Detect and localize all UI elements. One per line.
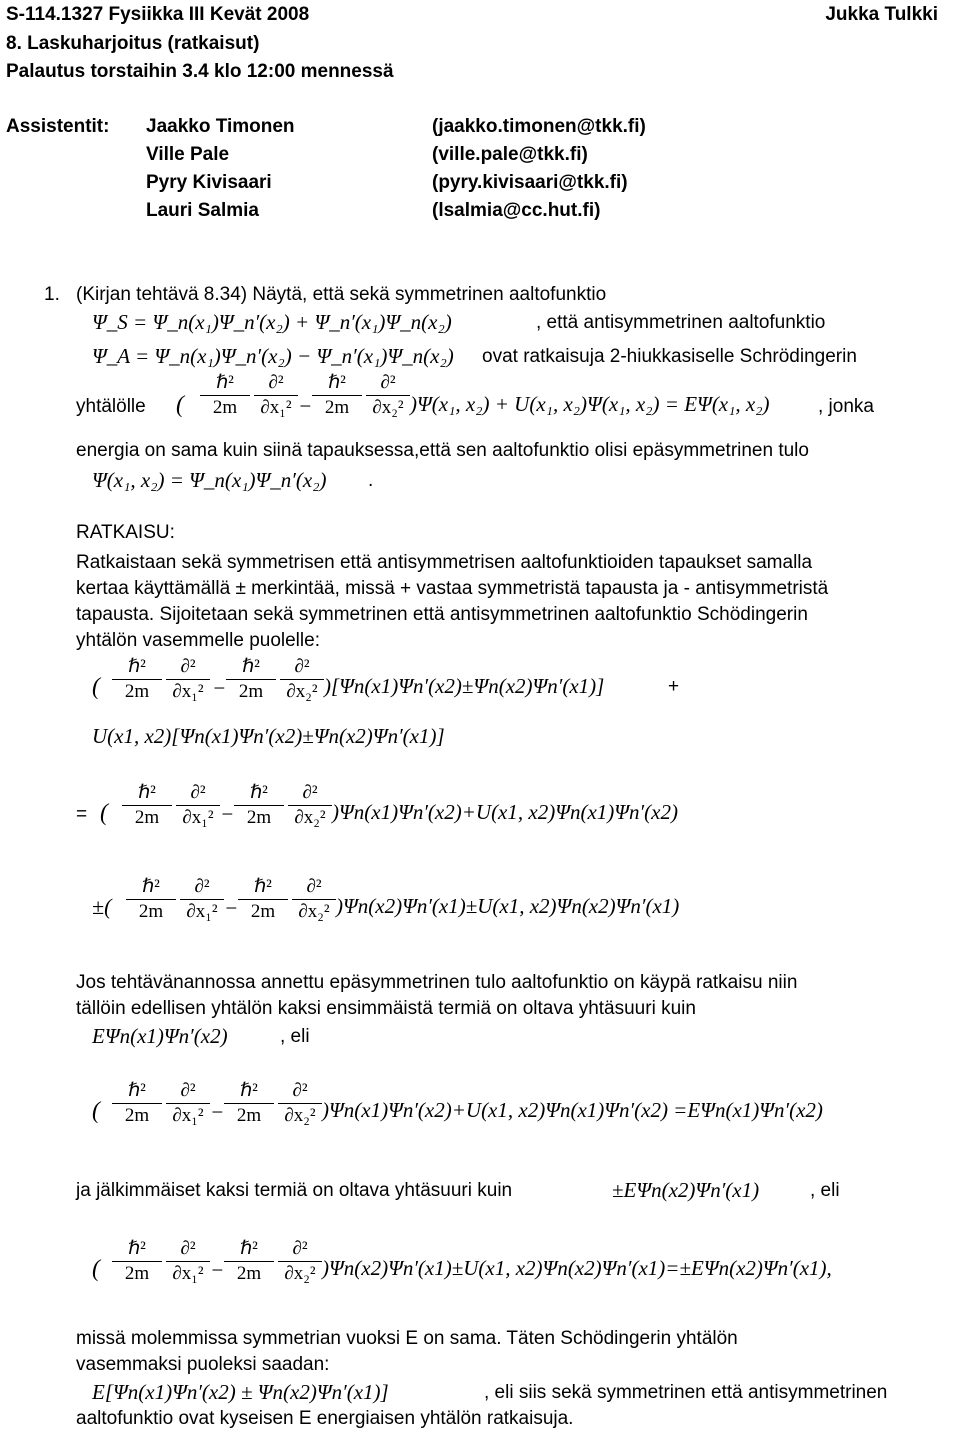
solution-text: , eli (810, 1180, 840, 1201)
equation-6: )Ψn(x1)Ψn′(x2)+U(x1, x2)Ψn(x1)Ψn′(x2) =EΨn(x1)Ψn′(x2) (322, 1098, 823, 1122)
equation-main: )Ψ(x₁, x₂) + U(x₁, x₂)Ψ(x₁, x₂) = EΨ(x₁, x₂) (410, 392, 770, 416)
problem-text: ovat ratkaisuja 2-hiukkasiselle Schrödingerin (482, 346, 857, 367)
equation-9: E[Ψn(x1)Ψn′(x2) ± Ψn(x2)Ψn′(x1)] (92, 1380, 389, 1404)
problem-number: 1. (44, 284, 60, 305)
assistant-email[interactable]: (ville.pale@tkk.fi) (432, 144, 588, 165)
solution-text: missä molemmissa symmetrian vuoksi E on sama. Täten Schödingerin yhtälön (76, 1328, 738, 1349)
fraction-hbar: ℏ² 2m (238, 876, 288, 923)
assistant-name: Pyry Kivisaari (146, 172, 272, 193)
fraction-hbar: ℏ² 2m (224, 1080, 274, 1127)
solution-text: tällöin edellisen yhtälön kaksi ensimmäistä termiä on oltava yhtäsuuri kuin (76, 998, 696, 1019)
solution-text: tapausta. Sijoitetaan sekä symmetrinen että antisymmetrinen aaltofunktio Schödingerin (76, 604, 808, 625)
author: Jukka Tulkki (825, 4, 938, 25)
assistant-name: Lauri Salmia (146, 200, 259, 221)
fraction-hbar: ℏ² 2m (234, 782, 284, 829)
fraction-hbar: ℏ² 2m (312, 372, 362, 419)
solution-text: ja jälkimmäiset kaksi termiä on oltava yhtäsuuri kuin (76, 1180, 513, 1201)
fraction-partial-x1: ∂² ∂x₁² (166, 1238, 210, 1285)
solution-text: Jos tehtävänannossa annettu epäsymmetrinen tulo aaltofunktio on käypä ratkaisu niin (76, 972, 798, 993)
equation-8: )Ψn(x2)Ψn′(x1)±U(x1, x2)Ψn(x2)Ψn′(x1)=±EΨn(x2)Ψn′(x1), (322, 1256, 832, 1280)
equals-sign: = (76, 804, 88, 825)
fraction-partial-x2: ∂² ∂x₂² (292, 876, 336, 923)
fraction-partial-x1: ∂² ∂x₁² (180, 876, 224, 923)
fraction-hbar: ℏ² 2m (112, 1080, 162, 1127)
assistant-name: Ville Pale (146, 144, 230, 165)
fraction-partial-x1: ∂² ∂x₁² (176, 782, 220, 829)
minus-sign: − (220, 802, 235, 826)
fraction-partial-x2: ∂² ∂x₂² (278, 1080, 322, 1127)
minus-sign: − (210, 1258, 225, 1282)
fraction-hbar: ℏ² 2m (112, 656, 162, 703)
equation-symmetric: Ψ_S = Ψ_n(x₁)Ψ_n′(x₂) + Ψ_n′(x₁)Ψ_n(x₂) (92, 310, 452, 334)
fraction-hbar: ℏ² 2m (226, 656, 276, 703)
solution-text: yhtälön vasemmelle puolelle: (76, 630, 320, 651)
fraction-partial-x2: ∂² ∂x₂² (278, 1238, 322, 1285)
open-paren: ( (100, 800, 108, 826)
minus-sign: − (298, 394, 313, 418)
fraction-hbar: ℏ² 2m (122, 782, 172, 829)
fraction-hbar: ℏ² 2m (224, 1238, 274, 1285)
period: . (368, 470, 374, 491)
pm-paren: ±( (92, 894, 112, 919)
equation-5: EΨn(x1)Ψn′(x2) (92, 1024, 228, 1048)
solution-text: vasemmaksi puoleksi saadan: (76, 1354, 330, 1375)
open-paren: ( (92, 1256, 100, 1282)
solution-heading: RATKAISU: (76, 522, 175, 543)
fraction-hbar: ℏ² 2m (112, 1238, 162, 1285)
assistant-name: Jaakko Timonen (146, 116, 295, 137)
equation-2: U(x1, x2)[Ψn(x1)Ψn′(x2)±Ψn(x2)Ψn′(x1)] (92, 724, 445, 748)
minus-sign: − (210, 1100, 225, 1124)
fraction-partial-x1: ∂² ∂x₁² (166, 1080, 210, 1127)
minus-sign: − (224, 896, 239, 920)
solution-text: kertaa käyttämällä ± merkintää, missä + vastaa symmetristä tapausta ja - antisymmetristä (76, 578, 829, 599)
open-paren: ( (176, 392, 184, 418)
open-paren: ( (92, 674, 100, 700)
solution-text: , eli siis sekä symmetrinen että antisymmetrinen (484, 1382, 888, 1403)
plus-sign: + (668, 676, 680, 697)
course-title: S-114.1327 Fysiikka III Kevät 2008 (6, 4, 310, 25)
equation-product: Ψ(x₁, x₂) = Ψ_n(x₁)Ψ_n′(x₂) (92, 468, 327, 492)
fraction-partial-x2: ∂² ∂x₂² (366, 372, 410, 419)
fraction-partial-x1: ∂² ∂x₁² (166, 656, 210, 703)
equation-antisymmetric: Ψ_A = Ψ_n(x₁)Ψ_n′(x₂) − Ψ_n′(x₁)Ψ_n(x₂) (92, 344, 454, 368)
problem-intro: (Kirjan tehtävä 8.34) Näytä, että sekä symmetrinen aaltofunktio (76, 284, 607, 305)
fraction-hbar: ℏ² 2m (200, 372, 250, 419)
problem-text: yhtälölle (76, 396, 146, 417)
equation-7: ±EΨn(x2)Ψn′(x1) (612, 1178, 760, 1202)
assistants-label: Assistentit: (6, 116, 110, 137)
assistant-email[interactable]: (lsalmia@cc.hut.fi) (432, 200, 601, 221)
fraction-partial-x2: ∂² ∂x₂² (280, 656, 324, 703)
equation-4: )Ψn(x2)Ψn′(x1)±U(x1, x2)Ψn(x2)Ψn′(x1) (336, 894, 680, 918)
fraction-hbar: ℏ² 2m (126, 876, 176, 923)
deadline: Palautus torstaihin 3.4 klo 12:00 mennessä (6, 61, 394, 82)
solution-text: , eli (280, 1026, 310, 1047)
minus-sign: − (212, 676, 227, 700)
fraction-partial-x2: ∂² ∂x₂² (288, 782, 332, 829)
equation-1: )[Ψn(x1)Ψn′(x2)±Ψn(x2)Ψn′(x1)] (324, 674, 605, 698)
problem-text: , että antisymmetrinen aaltofunktio (536, 312, 826, 333)
problem-text: energia on sama kuin siinä tapauksessa,että sen aaltofunktio olisi epäsymmetrinen tulo (76, 440, 809, 461)
solution-text: Ratkaistaan sekä symmetrisen että antisymmetrisen aaltofunktioiden tapaukset samalla (76, 552, 813, 573)
assistant-email[interactable]: (pyry.kivisaari@tkk.fi) (432, 172, 628, 193)
exercise-title: 8. Laskuharjoitus (ratkaisut) (6, 33, 260, 54)
open-paren: ( (92, 1098, 100, 1124)
solution-text: aaltofunktio ovat kyseisen E energiaisen yhtälön ratkaisuja. (76, 1408, 574, 1429)
assistant-email[interactable]: (jaakko.timonen@tkk.fi) (432, 116, 646, 137)
fraction-partial-x1: ∂² ∂x₁² (254, 372, 298, 419)
problem-text: , jonka (818, 396, 874, 417)
equation-3: )Ψn(x1)Ψn′(x2)+U(x1, x2)Ψn(x1)Ψn′(x2) (332, 800, 678, 824)
